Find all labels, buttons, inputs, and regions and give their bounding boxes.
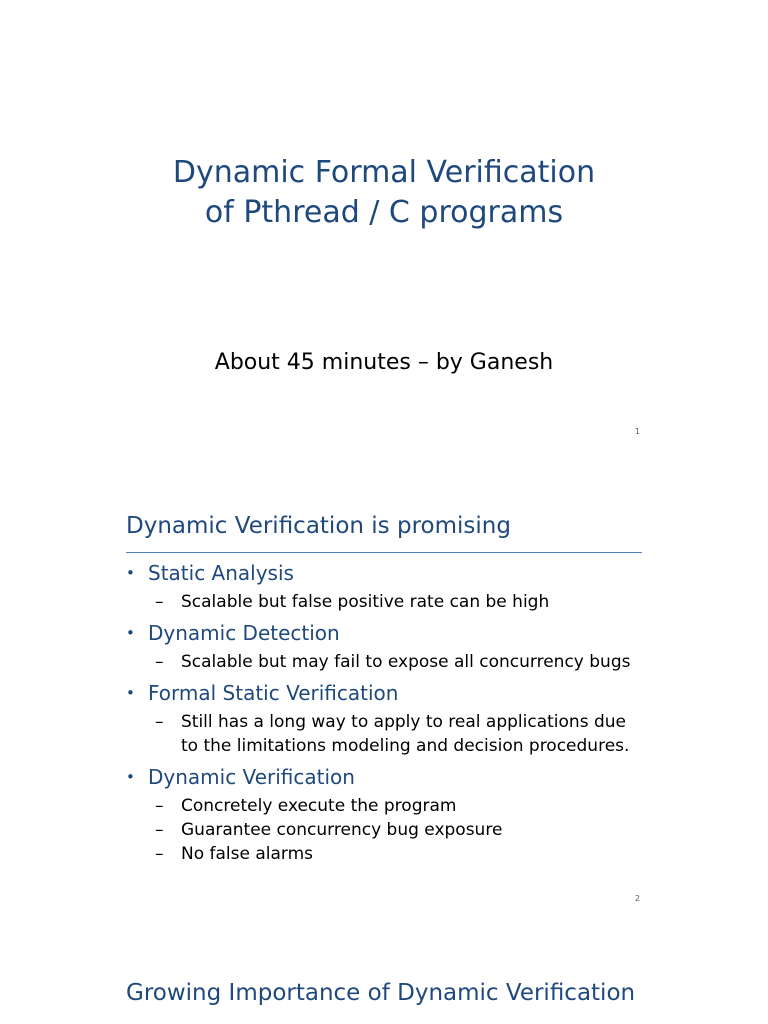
sub-bullet-list <box>148 794 646 866</box>
slide-2-heading: Dynamic Verification is promising <box>126 513 511 539</box>
slide-1 <box>0 0 768 460</box>
sub-bullet-text: Scalable but false positive rate can be high <box>181 592 550 612</box>
bullet-dynamic-verification <box>126 764 646 866</box>
sub-bullet-list <box>148 590 646 614</box>
slide-2-number: 2 <box>634 894 640 903</box>
slide-1-subtitle: About 45 minutes – by Ganesh <box>214 350 554 375</box>
bullet-marker: • <box>126 624 135 642</box>
sub-bullet <box>155 590 646 614</box>
bullet-marker: • <box>126 684 135 702</box>
bullet-label: Static Analysis <box>148 561 294 585</box>
sub-bullet-marker: – <box>155 592 164 612</box>
bullet-dynamic-detection <box>126 620 646 674</box>
bullet-label: Dynamic Verification <box>148 765 355 789</box>
bullet-static-analysis <box>126 560 646 614</box>
sub-bullet-text: Scalable but may fail to expose all concurrency bugs <box>181 652 631 672</box>
bullet-label: Dynamic Detection <box>148 621 340 645</box>
sub-bullet-marker: – <box>155 712 164 732</box>
sub-bullet-text: Still has a long way to apply to real applications due to the limitations modeling and decision procedures. <box>181 712 630 756</box>
bullet-marker: • <box>126 768 135 786</box>
sub-bullet <box>155 818 646 842</box>
slide-3 <box>0 920 768 1024</box>
sub-bullet <box>155 794 646 818</box>
sub-bullet <box>155 842 646 866</box>
sub-bullet-list <box>148 650 646 674</box>
bullet-marker: • <box>126 564 135 582</box>
slide-2-heading-rule <box>126 552 642 553</box>
slide-3-heading: Growing Importance of Dynamic Verification <box>126 980 636 1006</box>
sub-bullet <box>155 710 646 758</box>
slide-1-number: 1 <box>634 427 640 436</box>
bullet-formal-static-verification <box>126 680 646 758</box>
sub-bullet-text: No false alarms <box>181 844 314 864</box>
slide-2 <box>0 460 768 920</box>
sub-bullet-marker: – <box>155 652 164 672</box>
bullet-label: Formal Static Verification <box>148 681 399 705</box>
sub-bullet-list <box>148 710 646 758</box>
sub-bullet-marker: – <box>155 844 164 864</box>
slide-1-title-line-2: of Pthread / C programs <box>204 195 564 230</box>
slide-1-title-line-1: Dynamic Formal Verification <box>172 155 596 190</box>
sub-bullet-marker: – <box>155 796 164 816</box>
sub-bullet-marker: – <box>155 820 164 840</box>
sub-bullet-text: Guarantee concurrency bug exposure <box>181 820 503 840</box>
slide-2-bullet-list <box>126 560 646 872</box>
sub-bullet-text: Concretely execute the program <box>181 796 457 816</box>
sub-bullet <box>155 650 646 674</box>
